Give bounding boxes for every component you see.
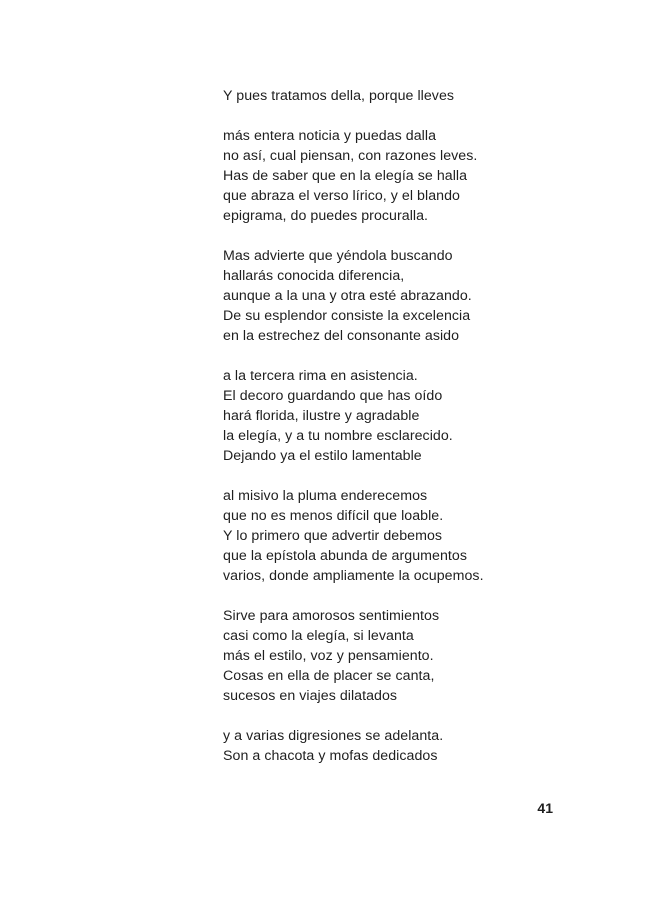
stanza bbox=[223, 606, 553, 706]
verse-line: casi como la elegía, si levanta bbox=[223, 628, 414, 644]
verse-line: aunque a la una y otra esté abrazando. bbox=[223, 288, 472, 304]
verse-line: epigrama, do puedes procuralla. bbox=[223, 208, 429, 224]
verse-line: hará florida, ilustre y agradable bbox=[223, 408, 420, 424]
verse-line: que abraza el verso lírico, y el blando bbox=[223, 188, 460, 204]
verse-line: en la estrechez del consonante asido bbox=[223, 328, 460, 344]
verse-line: que no es menos difícil que loable. bbox=[223, 508, 444, 524]
verse-line: Mas advierte que yéndola buscando bbox=[223, 248, 453, 264]
verse-line: y a varias digresiones se adelanta. bbox=[223, 728, 444, 744]
verse-line: Cosas en ella de placer se canta, bbox=[223, 668, 435, 684]
verse-line: El decoro guardando que has oído bbox=[223, 388, 443, 404]
verse-line: Sirve para amorosos sentimientos bbox=[223, 608, 440, 624]
verse-line: la elegía, y a tu nombre esclarecido. bbox=[223, 428, 453, 444]
verse-line: más el estilo, voz y pensamiento. bbox=[223, 648, 434, 664]
verse-line: Y pues tratamos della, porque lleves bbox=[223, 88, 455, 104]
verse-line: Son a chacota y mofas dedicados bbox=[223, 748, 438, 764]
verse-line: hallarás conocida diferencia, bbox=[223, 268, 405, 284]
verse-line: Dejando ya el estilo lamentable bbox=[223, 448, 422, 464]
verse-line: varios, donde ampliamente la ocupemos. bbox=[223, 568, 484, 584]
stanza bbox=[223, 246, 553, 346]
poem-text bbox=[223, 86, 553, 786]
verse-line: De su esplendor consiste la excelencia bbox=[223, 308, 471, 324]
verse-line: a la tercera rima en asistencia. bbox=[223, 368, 418, 384]
stanza bbox=[223, 366, 553, 466]
stanza bbox=[223, 726, 553, 766]
page-number: 41 bbox=[537, 800, 553, 816]
verse-line: Has de saber que en la elegía se halla bbox=[223, 168, 468, 184]
verse-line: sucesos en viajes dilatados bbox=[223, 688, 398, 704]
verse-line: no así, cual piensan, con razones leves. bbox=[223, 148, 478, 164]
stanza bbox=[223, 126, 553, 226]
verse-line: al misivo la pluma enderecemos bbox=[223, 488, 428, 504]
stanza bbox=[223, 86, 553, 106]
verse-line: más entera noticia y puedas dalla bbox=[223, 128, 437, 144]
stanza bbox=[223, 486, 553, 586]
verse-line: Y lo primero que advertir debemos bbox=[223, 528, 443, 544]
verse-line: que la epístola abunda de argumentos bbox=[223, 548, 467, 564]
